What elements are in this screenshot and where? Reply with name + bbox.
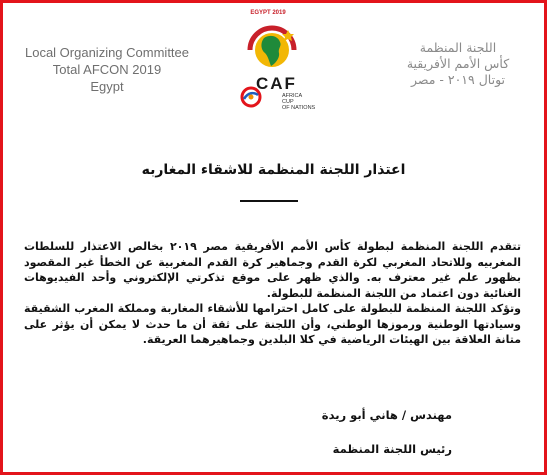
organizer-header-ar	[383, 40, 533, 88]
sponsor-logo-icon	[240, 86, 262, 108]
statement-body	[24, 239, 521, 348]
header-en-line-1: Local Organizing Committee	[24, 45, 190, 60]
logo-subtitle	[282, 93, 332, 111]
signatory-name: مهندس / هاني أبو ريدة	[321, 408, 452, 422]
signatory-title: رئيس اللجنة المنظمة	[332, 442, 452, 456]
caf-wordmark: CAF	[256, 74, 297, 93]
title-divider	[240, 200, 298, 202]
logo-subtitle-line-1: AFRICA	[282, 93, 303, 99]
logo-tournament-label: EGYPT 2019	[250, 10, 286, 16]
document-title: اعتذار اللجنة المنظمة للاشقاء المغاربه	[141, 162, 406, 178]
organizer-header-en	[12, 44, 202, 95]
statement-paragraph-2: وتؤكد اللجنة المنظمة للبطولة على كامل احترامها للأشقاء المغاربة ومملكة المغرب الشقيقة وسيادتها الوطنية ورموزها الوطني، وأن اللجنة على ثقة أن ما حدث لا يمكن أن يؤثر على متانة العلاقة بين الهيئات الرياضية في كلا البلدين وجماهيرهما العريقة.	[24, 302, 521, 346]
header-ar-line-1: اللجنة المنظمة	[419, 40, 497, 55]
logo-subtitle-line-2: CUP	[282, 99, 294, 105]
header-ar-line-3: توتال ٢٠١٩ - مصر	[410, 72, 506, 87]
header-ar-line-2: كأس الأمم الأفريقية	[406, 56, 510, 71]
logo-subtitle-line-3: OF NATIONS	[282, 105, 316, 111]
header-en-line-2: Total AFCON 2019	[52, 62, 162, 77]
header-en-line-3: Egypt	[90, 79, 124, 94]
statement-paragraph-1: تتقدم اللجنة المنظمة لبطولة كأس الأمم الأفريقية مصر ٢٠١٩ بخالص الاعتذار للسلطات المغربيه وللاتحاد المغربي لكرة القدم وجماهير كرة القدم المغربية عن الخطأ غير المقصود بظهور علم غير معترف به. والذي ظهر على موقع تذكرتي الإلكتروني وأحد الفيديوهات الغنائية دون اعتماد من اللجنة المنظمة للبطولة.	[24, 240, 521, 300]
